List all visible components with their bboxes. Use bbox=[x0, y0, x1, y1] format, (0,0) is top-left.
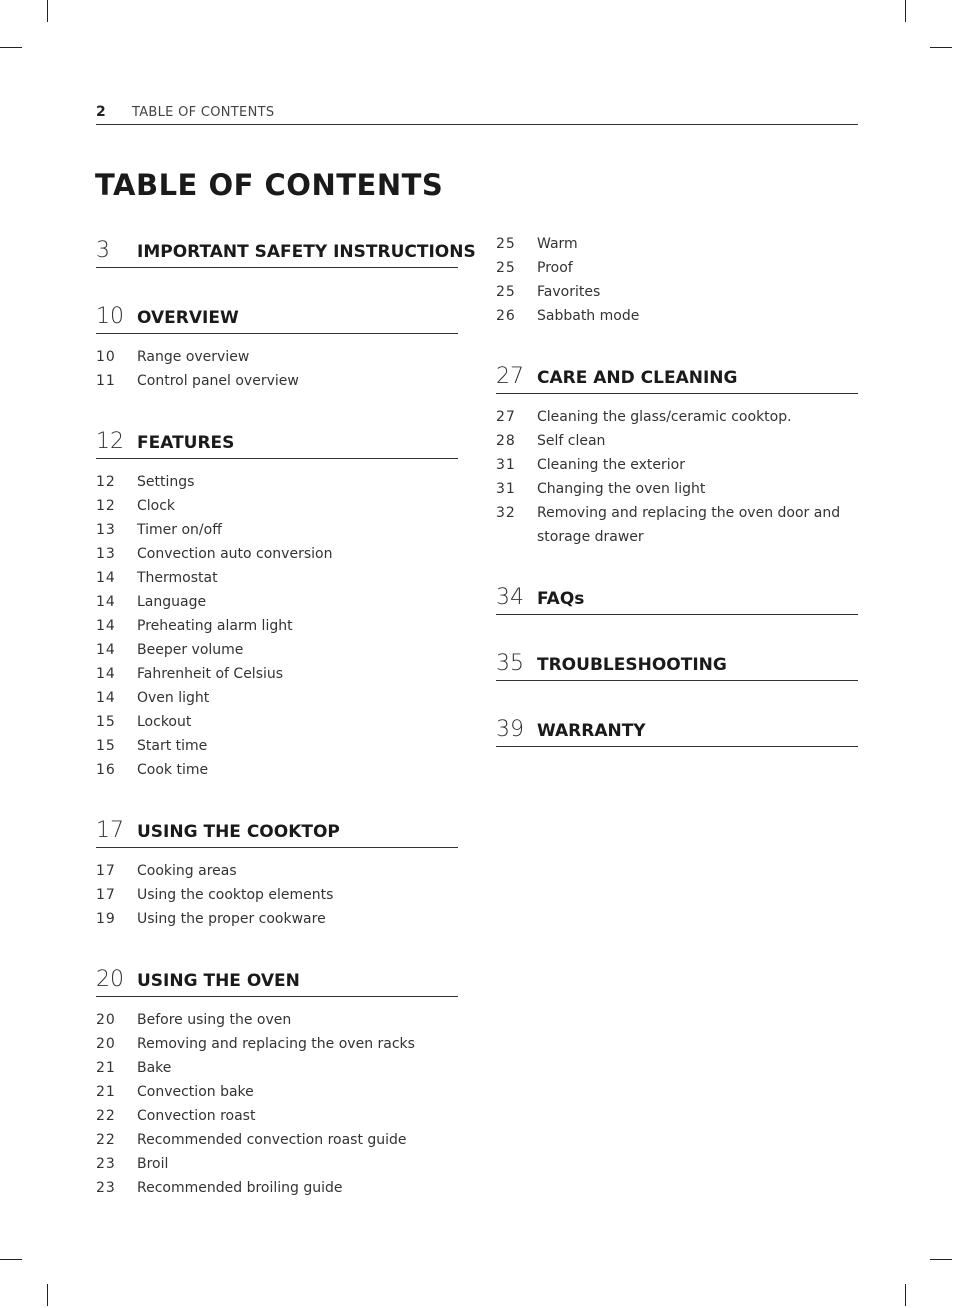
toc-entry bbox=[96, 686, 458, 710]
entry-label: Using the proper cookware bbox=[137, 911, 326, 927]
toc-entry bbox=[496, 501, 858, 549]
toc-section bbox=[496, 711, 858, 747]
entry-page-number: 25 bbox=[496, 260, 516, 276]
toc-section bbox=[96, 232, 476, 268]
toc-entry bbox=[96, 638, 458, 662]
toc-entry bbox=[496, 477, 858, 501]
toc-entry bbox=[496, 453, 858, 477]
toc-entry bbox=[96, 662, 458, 686]
section-page-number: 3 bbox=[96, 238, 110, 263]
entry-page-number: 21 bbox=[96, 1084, 116, 1100]
toc-entry bbox=[96, 1152, 458, 1176]
entry-page-number: 11 bbox=[96, 373, 116, 389]
entry-label: Cooking areas bbox=[137, 863, 237, 879]
section-entries bbox=[96, 459, 458, 782]
entry-page-number: 15 bbox=[96, 714, 116, 730]
entry-page-number: 32 bbox=[496, 505, 516, 521]
section-heading bbox=[496, 358, 858, 394]
entry-page-number: 17 bbox=[96, 887, 116, 903]
section-title: USING THE COOKTOP bbox=[137, 822, 340, 842]
section-entries bbox=[496, 394, 858, 549]
section-entries bbox=[96, 334, 458, 393]
entry-page-number: 25 bbox=[496, 284, 516, 300]
toc-entry bbox=[496, 405, 858, 429]
entry-label: Language bbox=[137, 594, 207, 610]
toc-entry bbox=[96, 1080, 458, 1104]
toc-entry bbox=[496, 256, 858, 280]
toc-left-column bbox=[96, 232, 476, 1230]
section-title: USING THE OVEN bbox=[137, 971, 300, 991]
toc-entry bbox=[96, 1176, 458, 1200]
toc-entry bbox=[96, 710, 458, 734]
section-title: TROUBLESHOOTING bbox=[537, 655, 727, 675]
section-page-number: 12 bbox=[96, 429, 124, 454]
entry-label: Beeper volume bbox=[137, 642, 244, 658]
entry-label: Before using the oven bbox=[137, 1012, 292, 1028]
section-title: IMPORTANT SAFETY INSTRUCTIONS bbox=[137, 242, 476, 262]
entry-label: Thermostat bbox=[137, 570, 218, 586]
entry-label: Cook time bbox=[137, 762, 209, 778]
crop-mark bbox=[0, 47, 22, 48]
entry-label: Start time bbox=[137, 738, 208, 754]
toc-entry bbox=[96, 566, 458, 590]
entry-label: Clock bbox=[137, 498, 176, 514]
entry-label: Recommended convection roast guide bbox=[137, 1132, 407, 1148]
entry-label: Proof bbox=[537, 260, 573, 276]
crop-mark bbox=[930, 1259, 952, 1260]
entry-page-number: 14 bbox=[96, 618, 116, 634]
section-page-number: 17 bbox=[96, 818, 124, 843]
section-heading bbox=[496, 645, 858, 681]
toc-section bbox=[496, 358, 858, 549]
toc-entry bbox=[96, 1128, 458, 1152]
toc-entry bbox=[96, 758, 458, 782]
toc-entry bbox=[96, 518, 458, 542]
toc-entry bbox=[96, 614, 458, 638]
toc-right-column bbox=[496, 232, 858, 777]
entry-page-number: 14 bbox=[96, 594, 116, 610]
section-page-number: 20 bbox=[96, 967, 124, 992]
entry-label: Recommended broiling guide bbox=[137, 1180, 343, 1196]
running-header-title: TABLE OF CONTENTS bbox=[132, 105, 275, 120]
toc-entry bbox=[96, 494, 458, 518]
toc-entry bbox=[496, 280, 858, 304]
entry-label: Removing and replacing the oven door and storage drawer bbox=[537, 505, 841, 545]
toc-entry bbox=[96, 859, 458, 883]
entry-page-number: 31 bbox=[496, 457, 516, 473]
section-entries bbox=[96, 997, 458, 1200]
entry-page-number: 22 bbox=[96, 1132, 116, 1148]
toc-entry bbox=[96, 883, 458, 907]
toc-entry bbox=[96, 542, 458, 566]
toc-entry bbox=[496, 429, 858, 453]
toc-entry bbox=[96, 369, 458, 393]
crop-mark bbox=[47, 0, 48, 22]
section-page-number: 35 bbox=[496, 651, 524, 676]
entry-page-number: 25 bbox=[496, 236, 516, 252]
section-page-number: 34 bbox=[496, 585, 524, 610]
continued-entries bbox=[496, 232, 858, 328]
entry-label: Convection bake bbox=[137, 1084, 254, 1100]
entry-label: Warm bbox=[537, 236, 578, 252]
entry-page-number: 15 bbox=[96, 738, 116, 754]
section-heading bbox=[96, 961, 458, 997]
section-heading bbox=[96, 423, 458, 459]
entry-page-number: 27 bbox=[496, 409, 516, 425]
entry-page-number: 23 bbox=[96, 1180, 116, 1196]
entry-page-number: 14 bbox=[96, 642, 116, 658]
toc-entry bbox=[96, 907, 458, 931]
section-title: CARE AND CLEANING bbox=[537, 368, 738, 388]
entry-page-number: 14 bbox=[96, 570, 116, 586]
entry-label: Preheating alarm light bbox=[137, 618, 293, 634]
entry-label: Timer on/off bbox=[137, 522, 222, 538]
entry-label: Range overview bbox=[137, 349, 250, 365]
entry-page-number: 26 bbox=[496, 308, 516, 324]
entry-label: Cleaning the glass/ceramic cooktop. bbox=[537, 409, 792, 425]
section-page-number: 39 bbox=[496, 717, 524, 742]
entry-page-number: 20 bbox=[96, 1012, 116, 1028]
toc-entry bbox=[96, 1056, 458, 1080]
section-title: WARRANTY bbox=[537, 721, 646, 741]
toc-entry bbox=[96, 345, 458, 369]
toc-section bbox=[96, 961, 458, 1200]
entry-page-number: 19 bbox=[96, 911, 116, 927]
section-page-number: 10 bbox=[96, 304, 124, 329]
running-header bbox=[96, 104, 858, 125]
entry-label: Settings bbox=[137, 474, 195, 490]
document-title: TABLE OF CONTENTS bbox=[95, 168, 444, 202]
entry-page-number: 12 bbox=[96, 498, 116, 514]
toc-entry bbox=[496, 232, 858, 256]
entry-label: Sabbath mode bbox=[537, 308, 640, 324]
entry-page-number: 31 bbox=[496, 481, 516, 497]
entry-label: Oven light bbox=[137, 690, 210, 706]
entry-label: Cleaning the exterior bbox=[537, 457, 685, 473]
entry-page-number: 10 bbox=[96, 349, 116, 365]
entry-label: Lockout bbox=[137, 714, 192, 730]
toc-entry bbox=[96, 734, 458, 758]
toc-entry bbox=[96, 1104, 458, 1128]
entry-page-number: 17 bbox=[96, 863, 116, 879]
toc-entry bbox=[96, 1008, 458, 1032]
crop-mark bbox=[905, 0, 906, 22]
entry-page-number: 23 bbox=[96, 1156, 116, 1172]
entry-label: Bake bbox=[137, 1060, 172, 1076]
crop-mark bbox=[930, 47, 952, 48]
toc-entry bbox=[96, 470, 458, 494]
entry-label: Favorites bbox=[537, 284, 601, 300]
entry-page-number: 13 bbox=[96, 546, 116, 562]
entry-page-number: 14 bbox=[96, 666, 116, 682]
entry-label: Self clean bbox=[537, 433, 606, 449]
entry-page-number: 28 bbox=[496, 433, 516, 449]
toc-section bbox=[96, 812, 458, 931]
crop-mark bbox=[0, 1259, 22, 1260]
section-heading bbox=[496, 579, 858, 615]
entry-page-number: 14 bbox=[96, 690, 116, 706]
section-page-number: 27 bbox=[496, 364, 524, 389]
entry-page-number: 21 bbox=[96, 1060, 116, 1076]
section-title: FAQs bbox=[537, 589, 585, 609]
right-sections bbox=[496, 358, 858, 747]
entry-page-number: 12 bbox=[96, 474, 116, 490]
entry-label: Convection roast bbox=[137, 1108, 256, 1124]
toc-section bbox=[96, 298, 458, 393]
entry-label: Removing and replacing the oven racks bbox=[137, 1036, 415, 1052]
section-entries bbox=[96, 848, 458, 931]
section-title: FEATURES bbox=[137, 433, 235, 453]
toc-section bbox=[496, 645, 858, 681]
entry-label: Fahrenheit of Celsius bbox=[137, 666, 284, 682]
toc-section bbox=[496, 579, 858, 615]
section-title: OVERVIEW bbox=[137, 308, 239, 328]
crop-mark bbox=[905, 1284, 906, 1306]
toc-entry bbox=[96, 590, 458, 614]
section-heading bbox=[96, 232, 476, 268]
entry-page-number: 22 bbox=[96, 1108, 116, 1124]
crop-mark bbox=[47, 1284, 48, 1306]
entry-page-number: 13 bbox=[96, 522, 116, 538]
section-heading bbox=[496, 711, 858, 747]
entry-page-number: 16 bbox=[96, 762, 116, 778]
section-heading bbox=[96, 812, 458, 848]
entry-label: Changing the oven light bbox=[537, 481, 706, 497]
entry-label: Control panel overview bbox=[137, 373, 299, 389]
toc-entry bbox=[496, 304, 858, 328]
entry-label: Using the cooktop elements bbox=[137, 887, 334, 903]
toc-section bbox=[96, 423, 458, 782]
entry-label: Convection auto conversion bbox=[137, 546, 333, 562]
toc-entry bbox=[96, 1032, 458, 1056]
entry-page-number: 20 bbox=[96, 1036, 116, 1052]
page-number: 2 bbox=[96, 104, 106, 120]
section-heading bbox=[96, 298, 458, 334]
entry-label: Broil bbox=[137, 1156, 169, 1172]
